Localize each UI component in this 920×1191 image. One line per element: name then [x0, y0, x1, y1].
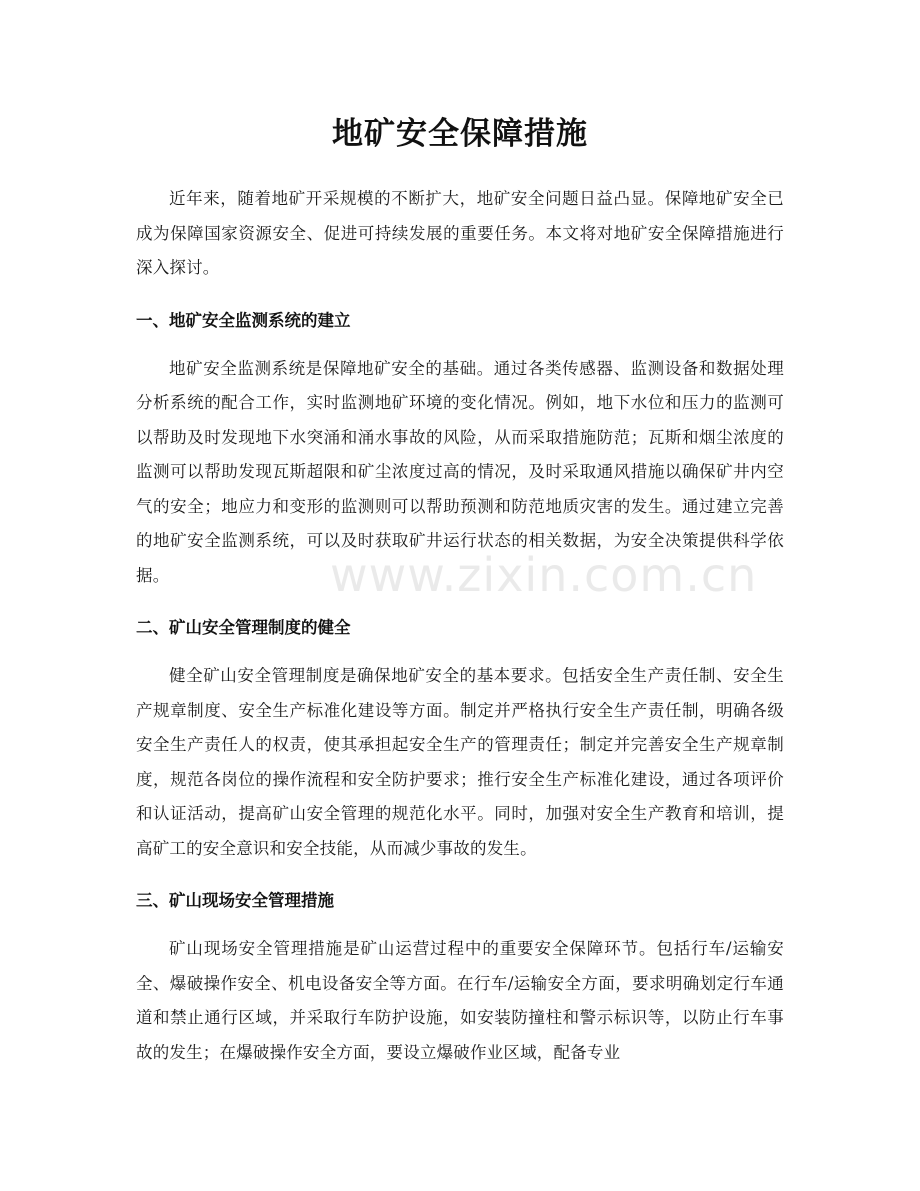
document-title: 地矿安全保障措施 — [332, 116, 588, 152]
section-heading-site-safety: 三、矿山现场安全管理措施 — [136, 891, 334, 910]
section-paragraph-monitoring: 地矿安全监测系统是保障地矿安全的基础。通过各类传感器、监测设备和数据处理分析系统的配合工作，实时监测地矿环境的变化情况。例如，地下水位和压力的监测可以帮助及时发现地下水突涌和涌水事故的风险，从而采取措施防范；瓦斯和烟尘浓度的监测可以帮助发现瓦斯超限和矿尘浓度过高的情况，及时采取通风措施以确保矿井内空气的安全；地应力和变形的监测则可以帮助预测和防范地质灾害的发生。通过建立完善的地矿安全监测系统，可以及时获取矿井运行状态的相关数据，为安全决策提供科学依据。 — [136, 358, 784, 585]
section-heading-monitoring: 一、地矿安全监测系统的建立 — [136, 310, 351, 330]
section-paragraph-management: 健全矿山安全管理制度是确保地矿安全的基本要求。包括安全生产责任制、安全生产规章制度、安全生产标准化建设等方面。制定并严格执行安全生产责任制，明确各级安全生产责任人的权责，使其承担起安全生产的管理责任；制定并完善安全生产规章制度，规范各岗位的操作流程和安全防护要求；推行安全生产标准化建设，通过各项评价和认证活动，提高矿山安全管理的规范化水平。同时，加强对安全生产教育和培训，提高矿工的安全意识和安全技能，从而减少事故的发生。 — [136, 666, 784, 858]
section-heading-management: 二、矿山安全管理制度的健全 — [136, 618, 351, 637]
intro-paragraph: 近年来，随着地矿开采规模的不断扩大，地矿安全问题日益凸显。保障地矿安全已成为保障国家资源安全、促进可持续发展的重要任务。本文将对地矿安全保障措施进行深入探讨。 — [136, 189, 784, 277]
section-paragraph-site-safety: 矿山现场安全管理措施是矿山运营过程中的重要安全保障环节。包括行车/运输安全、爆破操作安全、机电设备安全等方面。在行车/运输安全方面，要求明确划定行车通道和禁止通行区域，并采取行车防护设施，如安装防撞柱和警示标识等，以防止行车事故的发生；在爆破操作安全方面，要设立爆破作业区域，配备专业 — [136, 939, 784, 1062]
watermark: www.zixin.com.cn — [330, 548, 758, 602]
document-body — [136, 182, 784, 1088]
